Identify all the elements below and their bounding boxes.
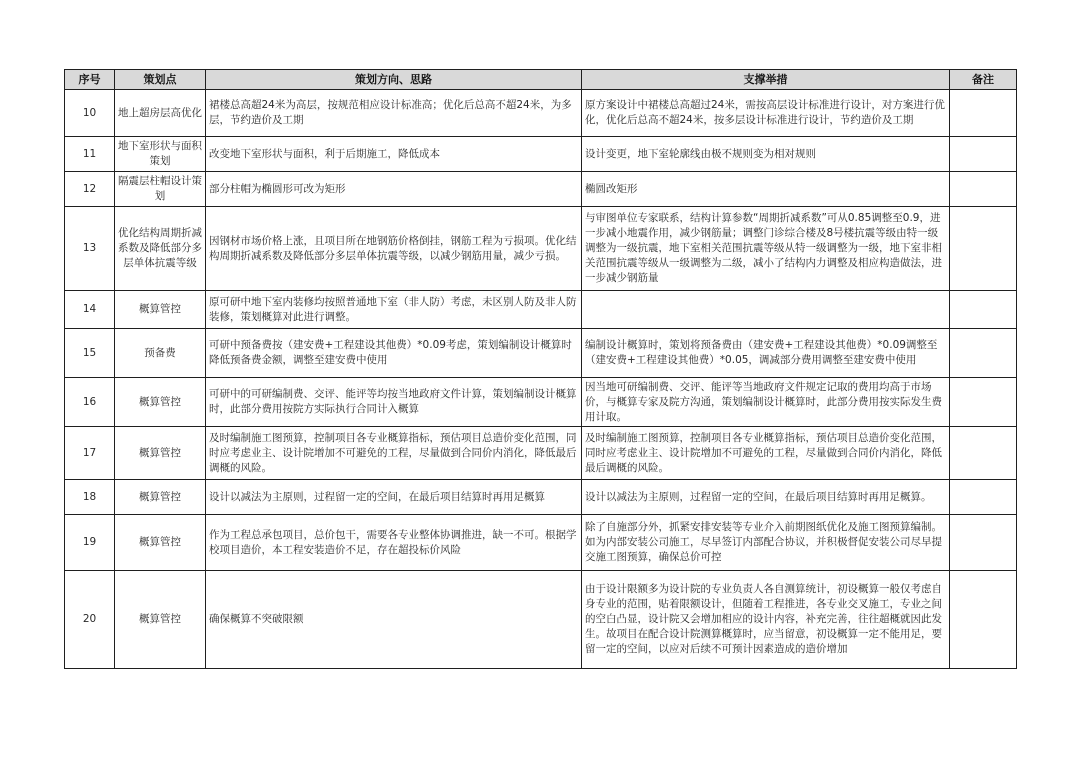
planning-point: 概算管控 bbox=[115, 515, 206, 571]
remark bbox=[950, 480, 1017, 515]
planning-point: 地上超房层高优化 bbox=[115, 90, 206, 137]
planning-point: 地下室形状与面积策划 bbox=[115, 137, 206, 172]
remark bbox=[950, 172, 1017, 207]
table-row bbox=[65, 480, 1017, 515]
remark bbox=[950, 378, 1017, 427]
planning-point: 概算管控 bbox=[115, 378, 206, 427]
row-number: 15 bbox=[65, 329, 115, 378]
header-point: 策划点 bbox=[115, 70, 206, 90]
support-measure: 原方案设计中裙楼总高超过24米，需按高层设计标准进行设计，对方案进行优化，优化后总高不超24米，按多层设计标准进行设计，节约造价及工期 bbox=[582, 90, 950, 137]
support-measure: 因当地可研编制费、交评、能评等当地政府文件规定记取的费用均高于市场价，与概算专家及院方沟通，策划编制设计概算时，此部分费用按实际发生费用计取。 bbox=[582, 378, 950, 427]
planning-point: 概算管控 bbox=[115, 480, 206, 515]
row-number: 13 bbox=[65, 207, 115, 291]
table-row bbox=[65, 207, 1017, 291]
remark bbox=[950, 291, 1017, 329]
header-measure: 支撑举措 bbox=[582, 70, 950, 90]
row-number: 10 bbox=[65, 90, 115, 137]
remark bbox=[950, 571, 1017, 669]
row-number: 11 bbox=[65, 137, 115, 172]
row-number: 19 bbox=[65, 515, 115, 571]
planning-direction: 因钢材市场价格上涨，且项目所在地钢筋价格倒挂，钢筋工程为亏损项。优化结构周期折减系数及降低部分多层单体抗震等级，以减少钢筋用量，减少亏损。 bbox=[206, 207, 582, 291]
support-measure: 椭圆改矩形 bbox=[582, 172, 950, 207]
planning-direction: 设计以减法为主原则，过程留一定的空间，在最后项目结算时再用足概算 bbox=[206, 480, 582, 515]
remark bbox=[950, 207, 1017, 291]
table-row bbox=[65, 90, 1017, 137]
table-row bbox=[65, 378, 1017, 427]
planning-point: 优化结构周期折减系数及降低部分多层单体抗震等级 bbox=[115, 207, 206, 291]
row-number: 17 bbox=[65, 427, 115, 480]
planning-direction: 部分柱帽为椭圆形可改为矩形 bbox=[206, 172, 582, 207]
remark bbox=[950, 90, 1017, 137]
remark bbox=[950, 329, 1017, 378]
planning-direction: 裙楼总高超24米为高层，按规范相应设计标准高；优化后总高不超24米，为多层，节约造价及工期 bbox=[206, 90, 582, 137]
support-measure: 设计以减法为主原则，过程留一定的空间，在最后项目结算时再用足概算。 bbox=[582, 480, 950, 515]
row-number: 14 bbox=[65, 291, 115, 329]
remark bbox=[950, 137, 1017, 172]
table-row bbox=[65, 172, 1017, 207]
table-header-row bbox=[65, 70, 1017, 90]
header-plan: 策划方向、思路 bbox=[206, 70, 582, 90]
planning-direction: 原可研中地下室内装修均按照普通地下室（非人防）考虑，未区别人防及非人防装修，策划概算对此进行调整。 bbox=[206, 291, 582, 329]
support-measure bbox=[582, 291, 950, 329]
planning-direction: 确保概算不突破限额 bbox=[206, 571, 582, 669]
planning-point: 预备费 bbox=[115, 329, 206, 378]
table-row bbox=[65, 427, 1017, 480]
table-row bbox=[65, 515, 1017, 571]
planning-point: 概算管控 bbox=[115, 571, 206, 669]
support-measure: 编制设计概算时，策划将预备费由（建安费+工程建设其他费）*0.09调整至（建安费+工程建设其他费）*0.05，调减部分费用调整至建安费中使用 bbox=[582, 329, 950, 378]
header-num: 序号 bbox=[65, 70, 115, 90]
table-row bbox=[65, 571, 1017, 669]
planning-direction: 作为工程总承包项目，总价包干，需要各专业整体协调推进，缺一不可。根据学校项目造价，本工程安装造价不足，存在超投标价风险 bbox=[206, 515, 582, 571]
row-number: 16 bbox=[65, 378, 115, 427]
row-number: 18 bbox=[65, 480, 115, 515]
planning-direction: 及时编制施工图预算，控制项目各专业概算指标，预估项目总造价变化范围，同时应考虑业主、设计院增加不可避免的工程，尽量做到合同价内消化，降低最后调概的风险。 bbox=[206, 427, 582, 480]
planning-table bbox=[64, 69, 1017, 669]
support-measure: 及时编制施工图预算，控制项目各专业概算指标，预估项目总造价变化范围，同时应考虑业主、设计院增加不可避免的工程，尽量做到合同价内消化，降低最后调概的风险。 bbox=[582, 427, 950, 480]
support-measure: 由于设计限额多为设计院的专业负责人各自测算统计，初设概算一般仅考虑自身专业的范围，贴着限额设计，但随着工程推进，各专业交叉施工，专业之间的空白凸显，设计院又会增加相应的设计内容，补充完善，往往超概就因此发生。故项目在配合设计院测算概算时，应当留意，初设概算一定不能用足，要留一定的空间，以应对后续不可预计因素造成的造价增加 bbox=[582, 571, 950, 669]
support-measure: 除了自施部分外，抓紧安排安装等专业介入前期图纸优化及施工图预算编制。如为内部安装公司施工，尽早签订内部配合协议，并积极督促安装公司尽早提交施工图预算，确保总价可控 bbox=[582, 515, 950, 571]
support-measure: 与审图单位专家联系，结构计算参数“周期折减系数”可从0.85调整至0.9，进一步减小地震作用，减少钢筋量；调整门诊综合楼及8号楼抗震等级由特一级调整为一级抗震，地下室相关范围抗震等级从特一级调整为一级，地下室非相关范围抗震等级从一级调整为二级，减小了结构内力调整及相应构造做法，进一步减少钢筋量 bbox=[582, 207, 950, 291]
table-row bbox=[65, 329, 1017, 378]
table-row bbox=[65, 137, 1017, 172]
support-measure: 设计变更，地下室轮廓线由极不规则变为相对规则 bbox=[582, 137, 950, 172]
remark bbox=[950, 427, 1017, 480]
header-remark: 备注 bbox=[950, 70, 1017, 90]
planning-direction: 改变地下室形状与面积，利于后期施工，降低成本 bbox=[206, 137, 582, 172]
planning-direction: 可研中预备费按（建安费+工程建设其他费）*0.09考虑，策划编制设计概算时降低预备费金额，调整至建安费中使用 bbox=[206, 329, 582, 378]
planning-point: 概算管控 bbox=[115, 427, 206, 480]
planning-direction: 可研中的可研编制费、交评、能评等均按当地政府文件计算，策划编制设计概算时，此部分费用按院方实际执行合同计入概算 bbox=[206, 378, 582, 427]
planning-point: 隔震层柱帽设计策划 bbox=[115, 172, 206, 207]
row-number: 20 bbox=[65, 571, 115, 669]
row-number: 12 bbox=[65, 172, 115, 207]
planning-point: 概算管控 bbox=[115, 291, 206, 329]
table-row bbox=[65, 291, 1017, 329]
remark bbox=[950, 515, 1017, 571]
